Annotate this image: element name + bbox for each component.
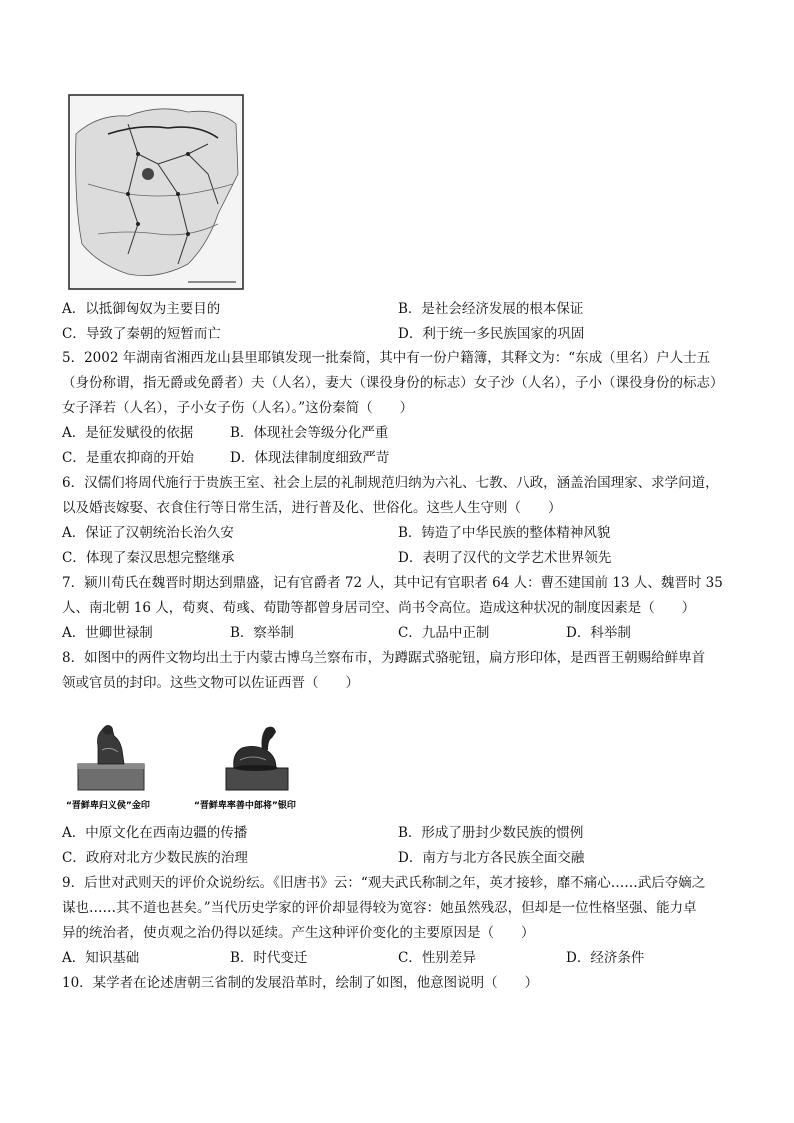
caption-silver-seal: “晋鲜卑率善中郎将”银印 [194, 801, 296, 811]
qin-map-image [68, 94, 244, 290]
q5-option-c: C．是重农抑商的开始 [62, 450, 194, 466]
q8-option-c: C．政府对北方少数民族的治理 [62, 850, 248, 866]
q5-option-b: B．体现社会等级分化严重 [230, 425, 389, 441]
q6-stem-line-2: 以及婚丧嫁娶、衣食住行等日常生活，进行普及化、世俗化。这些人生守则（ ） [62, 500, 562, 516]
q6-option-d: D．表明了汉代的文学艺术世界领先 [398, 550, 612, 566]
q4-option-d: D．利于统一多民族国家的巩固 [398, 326, 585, 342]
q6-option-c: C．体现了秦汉思想完整继承 [62, 550, 235, 566]
q6-option-b: B．铸造了中华民族的整体精神风貌 [398, 525, 611, 541]
q9-stem-line-2: 谋也……其不道也甚矣。”当代历史学家的评价却显得较为宽容：她虽然残忍，但却是一位性格坚强、能力卓 [62, 900, 697, 916]
q6-option-a: A．保证了汉朝统治长治久安 [62, 525, 234, 541]
q8-option-b: B．形成了册封少数民族的惯例 [398, 825, 584, 841]
q9-option-c: C．性别差异 [398, 950, 476, 966]
q4-option-a: A．以抵御匈奴为主要目的 [62, 301, 221, 317]
q9-stem-line-3: 异的统治者，使贞观之治仍得以延续。产生这种评价变化的主要原因是（ ） [62, 925, 535, 941]
q10-stem-line-1: 10．某学者在论述唐朝三省制的发展沿革时，绘制了如图，他意图说明（ ） [62, 975, 539, 991]
q7-option-a: A．世卿世禄制 [62, 625, 153, 641]
silver-seal-figure [226, 727, 288, 790]
q8-option-d: D．南方与北方各民族全面交融 [398, 850, 585, 866]
caption-gold-seal: “晋鲜卑归义侯”金印 [66, 801, 150, 811]
q5-stem-line-1: 5．2002 年湖南省湘西龙山县里耶镇发现一批秦简，其中有一份户籍簿，其释文为：“东成（里名）户人士五 [62, 350, 711, 366]
gold-seal-figure [78, 725, 144, 790]
q5-option-d: D．体现法律制度细致严苛 [230, 450, 390, 466]
q9-option-b: B．时代变迁 [230, 950, 308, 966]
q4-option-c: C．导致了秦朝的短暂而亡 [62, 326, 221, 342]
q7-stem-line-1: 7．颍川荀氏在魏晋时期达到鼎盛，记有官爵者 72 人，其中记有官职者 64 人：曹丕建国前 13 人、魏晋时 35 [62, 575, 723, 591]
q6-stem-line-1: 6．汉儒们将周代施行于贵族王室、社会上层的礼制规范归纳为六礼、七教、八政，涵盖治国理家、求学问道， [62, 475, 719, 491]
q5-option-a: A．是征发赋役的依据 [62, 425, 194, 441]
q8-stem-line-2: 领或官员的封印。这些文物可以佐证西晋（ ） [62, 675, 359, 691]
q5-stem-line-2: （身份称谓，指无爵或免爵者）夫（人名），妻大（课役身份的标志）女子沙（人名），子小（课役身份的标志） [62, 375, 724, 391]
q8-stem-line-1: 8．如图中的两件文物均出土于内蒙古博乌兰察布市，为蹲踞式骆驼钮，扁方形印体，是西晋王朝赐给鲜卑首 [62, 650, 706, 666]
q7-option-b: B．察举制 [230, 625, 294, 641]
seal-relics-image [62, 706, 324, 814]
q7-stem-line-2: 人、南北朝 16 人，荀爽、荀彧、荀勖等都曾身居司空、尚书令高位。造成这种状况的制度因素是（ ） [62, 600, 696, 616]
q9-option-d: D．经济条件 [566, 950, 645, 966]
q9-stem-line-1: 9．后世对武则天的评价众说纷纭。《旧唐书》云：“观夫武氏称制之年，英才接轸，靡不痛心……武后夺嫡之 [62, 875, 706, 891]
q9-option-a: A．知识基础 [62, 950, 140, 966]
q5-stem-line-3: 女子泽若（人名），子小女子伤（人名）。”这份秦简（ ） [62, 400, 414, 416]
q8-option-a: A．中原文化在西南边疆的传播 [62, 825, 248, 841]
q7-option-d: D．科举制 [566, 625, 631, 641]
q7-option-c: C．九品中正制 [398, 625, 490, 641]
q4-option-b: B．是社会经济发展的根本保证 [398, 301, 584, 317]
